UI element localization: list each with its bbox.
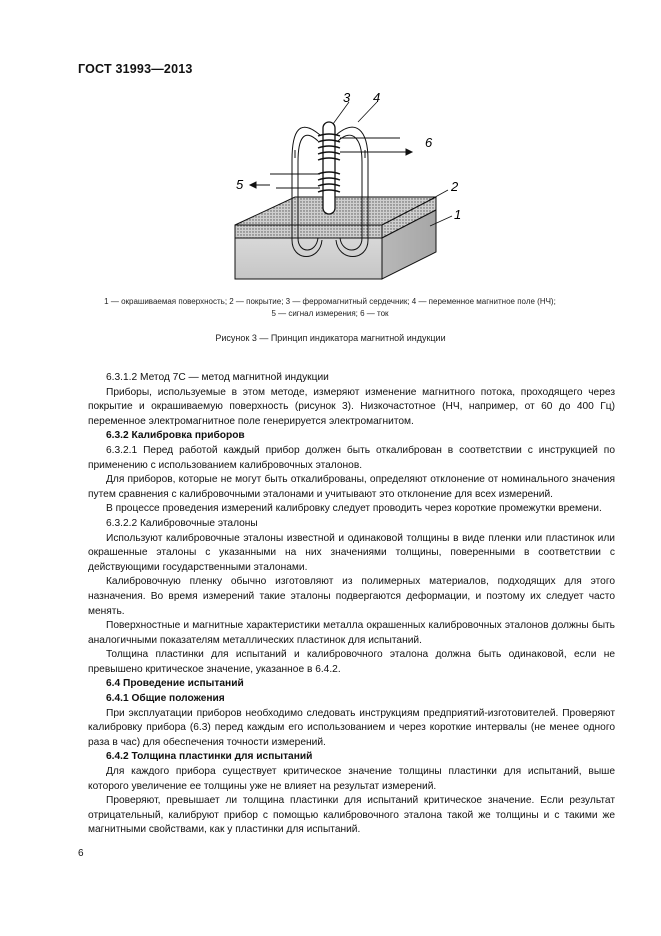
figure-legend-line-2: 5 — сигнал измерения; 6 — ток [271,309,389,318]
paragraph: 6.3.2.2 Калибровочные эталоны [106,517,258,529]
label-2: 2 [451,179,459,194]
label-4: 4 [373,90,381,105]
paragraph: 6.3.2.1 Перед работой каждый прибор должен быть откалиброван в соответствии с инструкцией по применению с использованием калибровочных эталонов. [88,444,615,471]
ferromagnetic-core [323,122,335,214]
coating-front-band [235,225,382,238]
paragraph: В процессе проведения измерений калибровку следует проводить через короткие промежутки времени. [106,503,602,515]
paragraph: Для приборов, которые не могут быть откалиброваны, определяют отклонение от номинального значения путем сравнения с калибровочными эталонами и учитывают это отклонение для всех измерений. [88,474,615,500]
paragraph: Поверхностные и магнитные характеристики металла окрашенных калибровочных эталонов должны быть аналогичными показателям металлических пластинок для испытаний. [88,620,615,646]
figure-magnetic-induction-diagram [0,90,661,290]
paragraph: 6.3.1.2 Метод 7С — метод магнитной индукции [106,372,329,383]
paragraph: Калибровочную пленку обычно изготовляют из полимерных материалов, подходящих для этого назначения. Во время измерений такие эталоны подвергаются деформации, и поэтому их следует часто менять. [88,576,615,617]
label-3: 3 [343,90,351,105]
label-6: 6 [425,135,433,150]
standard-code-header: ГОСТ 31993—2013 [78,62,193,76]
page-number: 6 [78,848,84,859]
substrate-front-face [235,238,382,279]
paragraph: При эксплуатации приборов необходимо следовать инструкциям предприятий-изготовителей. Проверяют калибровку прибора (6.3) перед каждым его использованием и через короткие интервалы (не менее одного раза в час) для обеспечения точности измерений. [88,707,615,748]
label-5: 5 [236,177,244,192]
body-text [88,371,615,838]
current-leads [340,138,412,155]
paragraph: Для каждого прибора существует критическое значение толщины пластинки для испытаний, выше которого увеличение ее толщины уже не влияет на результат измерений. [88,766,615,792]
paragraph: Используют калибровочные эталоны известной и одинаковой толщины в виде пленки или пластинок или окрашенные эталоны с указанными на них значениями толщины, поверенными в соответствии с действующими государственными эталонами. [88,532,615,573]
paragraph: Проверяют, превышает ли толщина пластинки для испытаний критическое значение. Если результат отрицательный, калибруют прибор с помощью калибровочного эталона такой же толщины и с такими же магнитными свойствами, как у пластинки для испытаний. [88,795,615,836]
paragraph: Толщина пластинки для испытаний и калибровочного эталона должна быть одинаковой, если не превышено критическое значение, указанное в 6.4.2. [88,649,615,675]
figure-title: Рисунок 3 — Принцип индикатора магнитной индукции [215,333,446,343]
signal-leads [250,174,320,188]
section-heading: 6.4 Проведение испытаний [106,678,244,690]
label-1: 1 [454,207,462,222]
paragraph: Приборы, используемые в этом методе, измеряют изменение магнитного потока, проходящего через покрытие и окрашиваемую поверхность (рисунок 3). Низкочастотное (НЧ, например, от 60 до 400 Гц) переменное электромагнитное поле генерируется электромагнитом. [88,386,615,427]
figure-legend-line-1: 1 — окрашиваемая поверхность; 2 — покрытие; 3 — ферромагнитный сердечник; 4 — переменное магнитное поле (НЧ); [104,297,556,306]
section-heading: 6.4.1 Общие положения [106,693,225,705]
section-heading: 6.4.2 Толщина пластинки для испытаний [106,751,313,763]
section-heading: 6.3.2 Калибровка приборов [106,430,245,442]
